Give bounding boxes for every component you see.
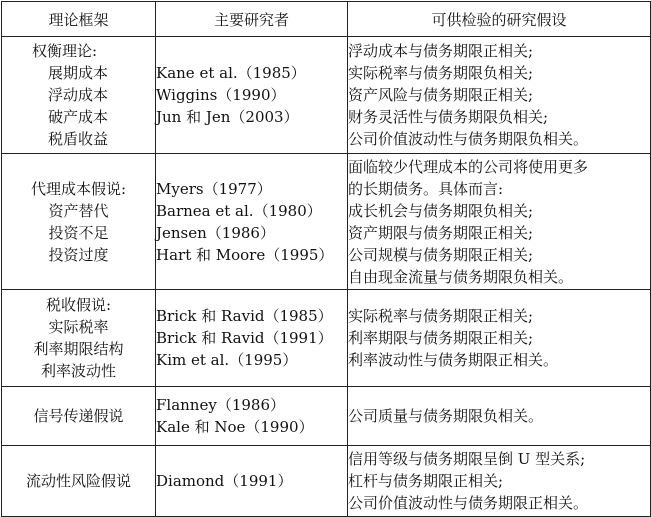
framework-item: 破产成本	[48, 108, 109, 126]
researcher: Myers（1977）	[156, 179, 272, 198]
researcher: Hart 和 Moore（1995）	[156, 245, 334, 264]
researcher: Wiggins（1990）	[156, 86, 286, 104]
framework-item: 税盾收益	[48, 130, 109, 148]
header-researchers: 主要研究者	[156, 2, 348, 37]
researchers-cell	[156, 446, 348, 517]
framework-item: 投资过度	[48, 245, 109, 264]
researcher: Diamond（1991）	[156, 472, 293, 490]
hypothesis: 财务灵活性与债务期限负相关;	[348, 108, 549, 126]
hypothesis: 公司质量与债务期限负相关。	[348, 407, 544, 425]
researcher: Barnea et al.（1980）	[156, 201, 322, 220]
researcher: Jensen（1986）	[156, 223, 275, 242]
framework-item: 浮动成本	[48, 86, 109, 104]
hypothesis: 利率期限与债务期限正相关;	[348, 329, 534, 347]
researcher: Kim et al.（1995）	[156, 351, 298, 369]
hypothesis: 资产期限与债务期限正相关;	[348, 223, 534, 242]
header-hypotheses: 可供检验的研究假设	[348, 2, 651, 37]
researcher: Kale 和 Noe（1990）	[156, 418, 314, 436]
framework-item: 利率期限结构	[33, 340, 124, 358]
framework-item: 资产替代	[48, 201, 109, 220]
framework-cell	[2, 154, 156, 290]
hypothesis: 实际税率与债务期限正相关;	[348, 307, 534, 325]
researcher: Jun 和 Jen（2003）	[156, 108, 299, 126]
research-hypotheses-table	[1, 1, 651, 517]
hypothesis: 资产风险与债务期限正相关;	[348, 86, 534, 104]
researchers-cell	[156, 154, 348, 290]
hypothesis: 信用等级与债务期限呈倒 U 型关系;	[348, 450, 586, 468]
hypothesis: 成长机会与债务期限负相关;	[348, 201, 534, 220]
framework-cell	[2, 37, 156, 154]
hypothesis: 杠杆与债务期限正相关;	[348, 472, 504, 490]
researcher: Flanney（1986）	[156, 396, 285, 414]
framework-cell	[2, 387, 156, 446]
table-row	[2, 387, 651, 446]
hypothesis: 自由现金流量与债务期限负相关。	[348, 267, 574, 286]
table-row	[2, 446, 651, 517]
table-row	[2, 154, 651, 290]
framework-title: 流动性风险假说	[25, 472, 131, 490]
researcher: Brick 和 Ravid（1985）	[156, 307, 333, 325]
hypotheses-cell	[348, 154, 651, 290]
framework-title: 代理成本假说:	[30, 179, 127, 198]
hypotheses-cell	[348, 446, 651, 517]
hypothesis: 实际税率与债务期限负相关;	[348, 64, 534, 82]
researchers-cell	[156, 387, 348, 446]
framework-title: 权衡理论:	[32, 42, 98, 60]
hypothesis: 面临较少代理成本的公司将使用更多	[348, 157, 589, 176]
researcher: Kane et al.（1985）	[156, 64, 306, 82]
framework-item: 利率波动性	[40, 362, 116, 380]
researchers-cell	[156, 37, 348, 154]
header-framework: 理论框架	[2, 2, 156, 37]
researchers-cell	[156, 290, 348, 387]
hypothesis: 浮动成本与债务期限正相关;	[348, 42, 534, 60]
framework-item: 实际税率	[48, 318, 109, 336]
table-row	[2, 37, 651, 154]
researcher: Brick 和 Ravid（1991）	[156, 329, 333, 347]
table-row	[2, 290, 651, 387]
framework-title: 税收假说:	[45, 296, 112, 314]
framework-item: 投资不足	[48, 223, 109, 242]
hypothesis: 公司价值波动性与债务期限正相关。	[348, 494, 589, 512]
hypotheses-cell	[348, 290, 651, 387]
framework-title: 信号传递假说	[33, 407, 124, 425]
framework-cell	[2, 446, 156, 517]
framework-cell	[2, 290, 156, 387]
hypothesis: 公司价值波动性与债务期限负相关。	[348, 130, 589, 148]
hypothesis: 公司规模与债务期限正相关;	[348, 245, 534, 264]
hypotheses-cell	[348, 387, 651, 446]
hypotheses-cell	[348, 37, 651, 154]
hypothesis: 利率波动性与债务期限正相关。	[348, 351, 559, 369]
framework-item: 展期成本	[48, 64, 109, 82]
table-header-row	[2, 2, 651, 37]
hypothesis: 的长期债务。具体而言:	[348, 179, 504, 198]
